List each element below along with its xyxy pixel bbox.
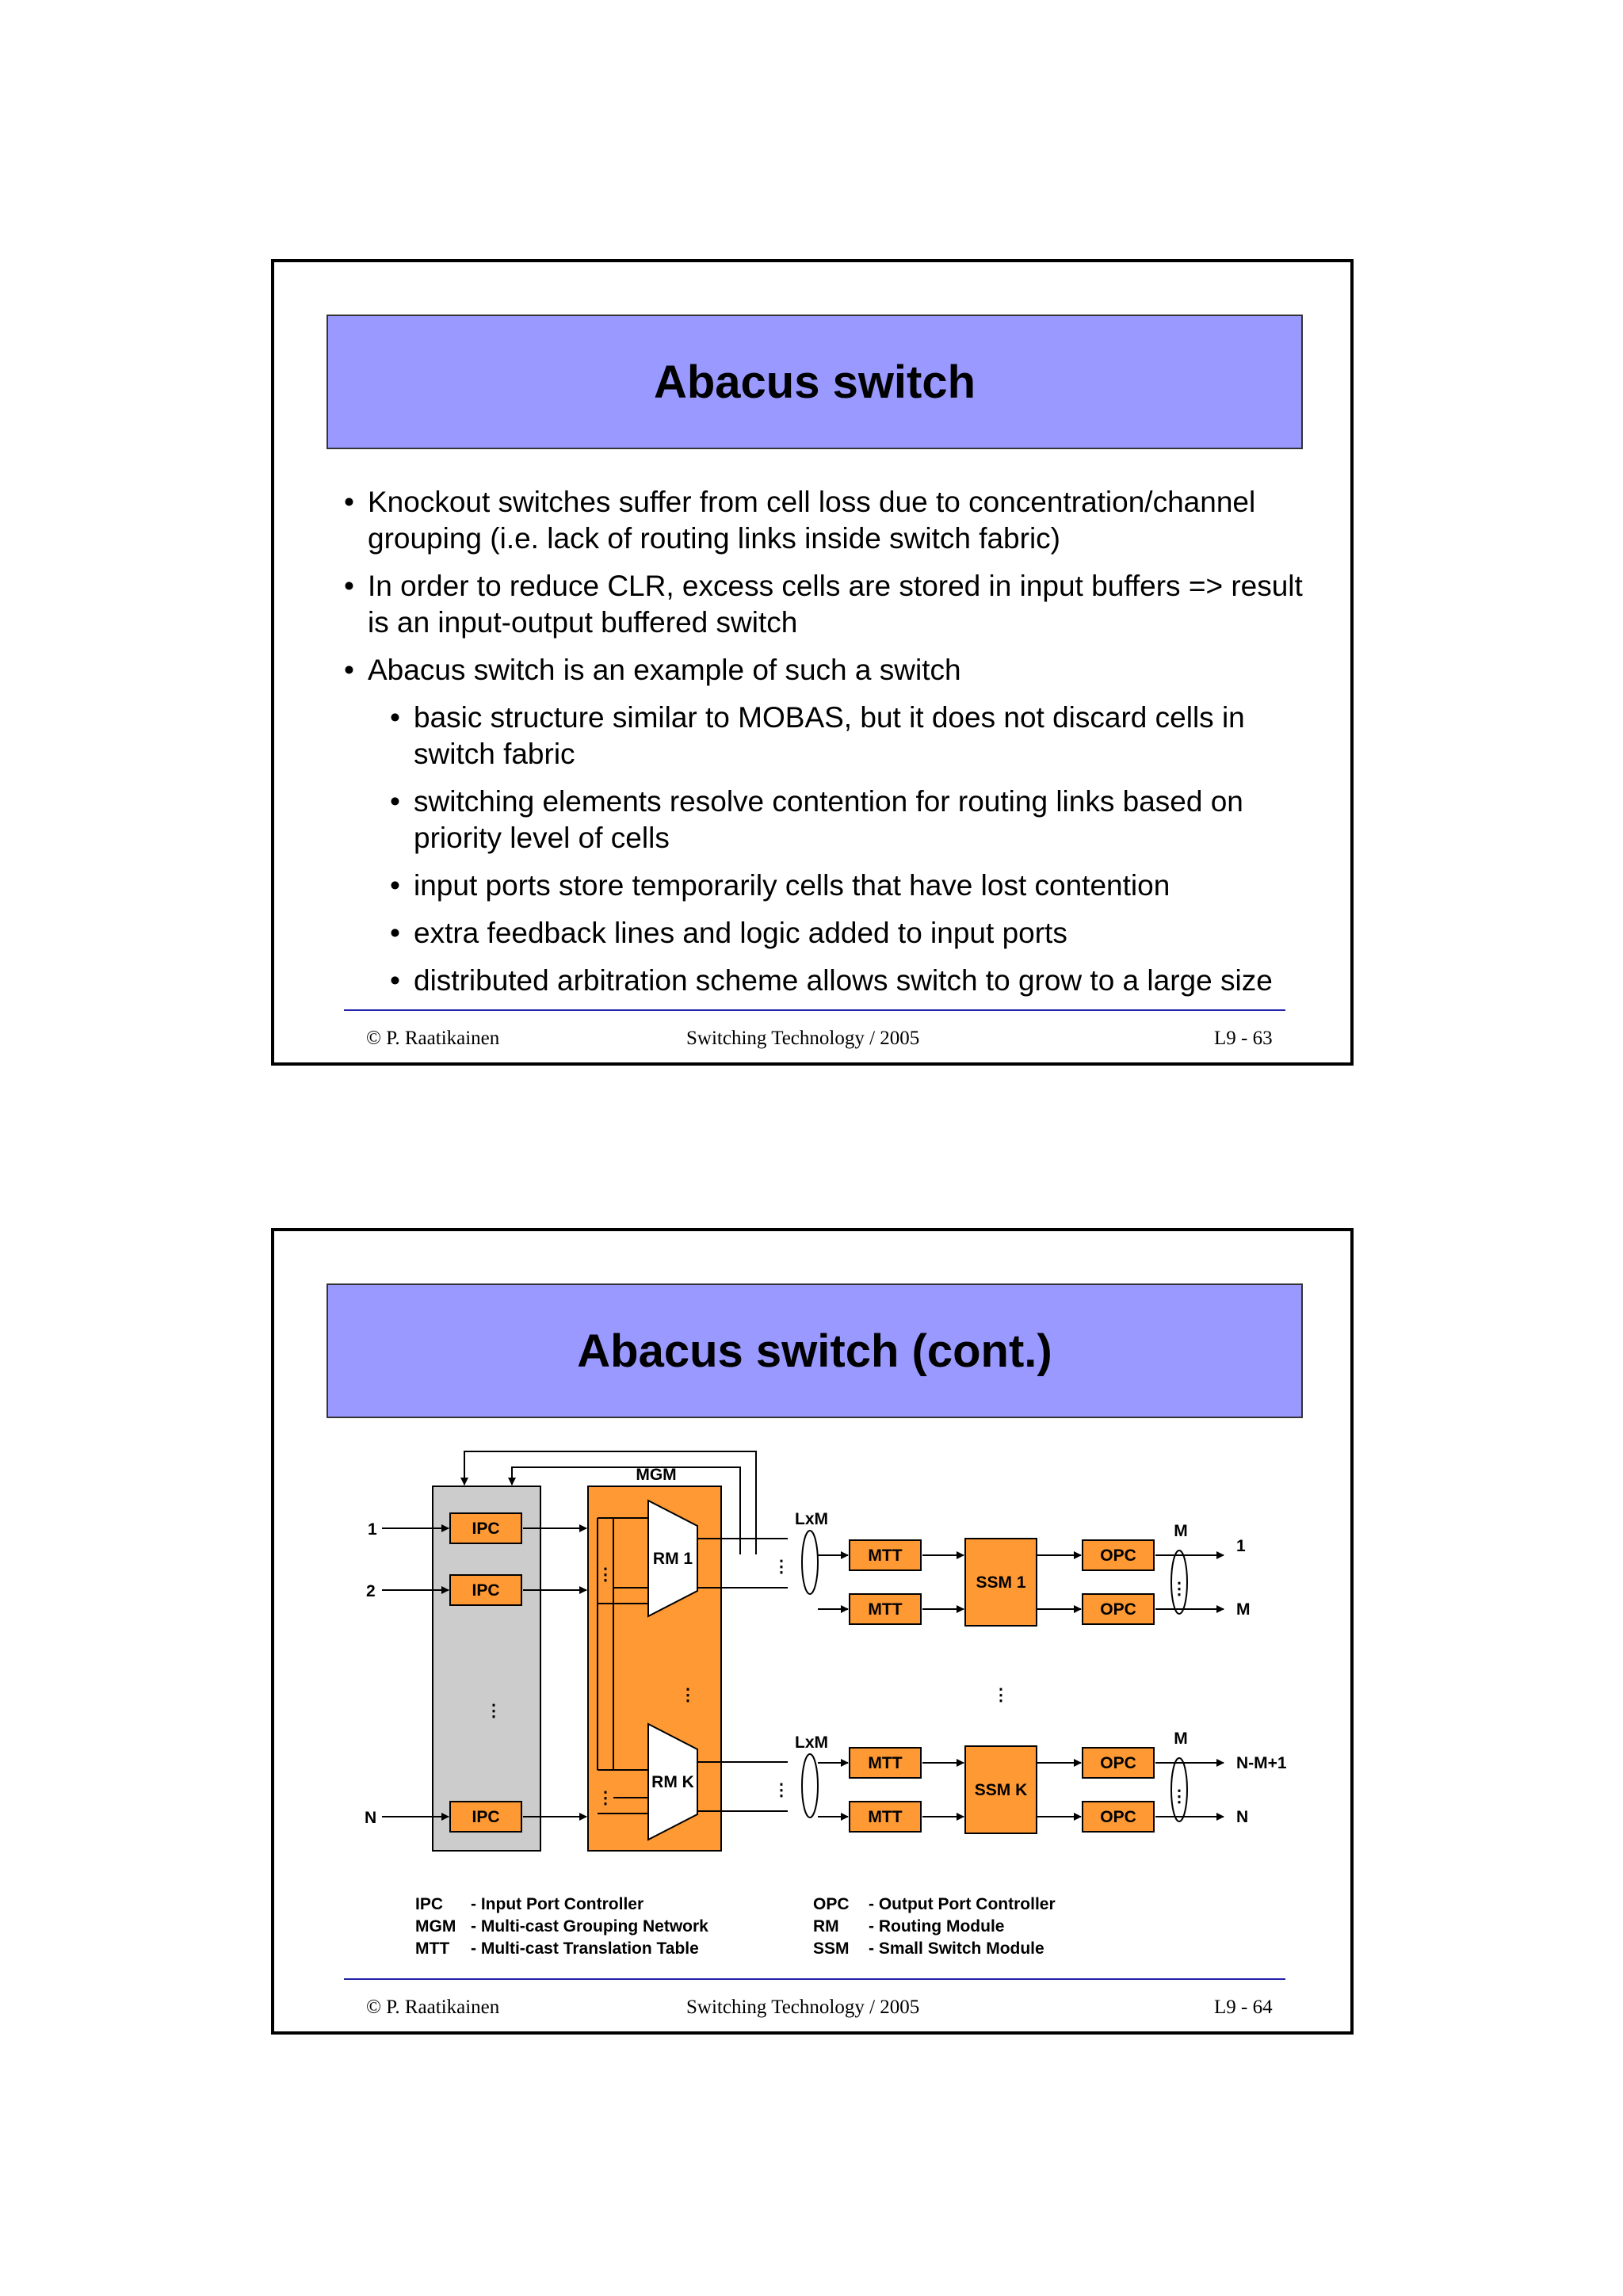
rm1-out-dots: ⋮ [773,1558,790,1576]
svg-text:MTT: MTT [868,1808,903,1826]
legend-item: RM - Routing Module [813,1917,1005,1936]
svg-text:IPC: IPC [472,1581,500,1600]
lxm-bundle-k [802,1754,818,1817]
lxm-bundle-1 [802,1531,818,1594]
opc-boxes [1083,1540,1154,1832]
sub-bullet-item: • input ports store temporarily cells that have lost contention [390,869,1170,902]
input-label-1: 1 [368,1520,377,1539]
ssm1-label: SSM 1 [976,1573,1026,1592]
legend-right [813,1894,1056,1960]
slide-title-bar [327,315,1303,449]
svg-text:MTT: MTT [868,1547,903,1565]
output-label-nm1: N-M+1 [1236,1754,1287,1772]
sub-bullet-item: • switching elements resolve contention for routing links based on priority level of cells [390,785,1243,854]
mtt-boxes [850,1540,921,1832]
svg-text:MTT: MTT [868,1754,903,1772]
footer-author: © P. Raatikainen [366,1997,500,2018]
ssm-to-opc-arrows [1037,1555,1081,1817]
svg-text:OPC: OPC [1100,1547,1136,1565]
rmk-out-dots: ⋮ [773,1781,790,1799]
slide-63 [271,259,1354,1066]
output-label-n: N [1236,1808,1249,1826]
lxm-to-mtt-arrows [818,1555,848,1817]
slide-64 [271,1228,1354,2035]
footer-course: Switching Technology / 2005 [686,1997,920,2018]
bullet-item: • In order to reduce CLR, excess cells are stored in input buffers => result is an input-output buffered switch [344,570,1303,639]
legend-item: OPC - Output Port Controller [813,1895,1056,1913]
rm1-label: RM 1 [652,1550,693,1568]
input-label-n: N [365,1809,377,1827]
mgm-label: MGM [636,1466,677,1484]
legend-item: MTT - Multi-cast Translation Table [415,1939,699,1958]
output-arrows [1155,1555,1224,1817]
legend-left [415,1894,708,1960]
sub-bullet-item: • basic structure similar to MOBAS, but it does not discard cells in switch fabric [390,701,1245,770]
ipc-vertical-dots: ⋮ [485,1702,502,1720]
footer-course: Switching Technology / 2005 [686,1028,920,1049]
rm-vertical-dots: ⋮ [679,1686,697,1704]
svg-text:OPC: OPC [1100,1754,1136,1772]
mtt-to-ssm-arrows [922,1555,964,1817]
output-label-m: M [1236,1600,1251,1619]
input-label-2: 2 [366,1582,376,1600]
svg-text:IPC: IPC [472,1520,500,1538]
m-bundle-dots-1: ⋮ [1170,1580,1188,1598]
slide-title: Abacus switch (cont.) [577,1325,1052,1377]
footer-divider [344,1978,1285,1980]
svg-text:OPC: OPC [1100,1600,1136,1619]
sub-bullet-item: • extra feedback lines and logic added to input ports [390,917,1067,949]
mgm-dots-1: ⋮ [597,1566,614,1584]
lxm-label-k: LxM [795,1733,828,1752]
footer-page: L9 - 64 [1214,1997,1273,2018]
bullet-item: • Knockout switches suffer from cell loss due to concentration/channel grouping (i.e. lack of routing links inside switch fabric) [344,486,1256,555]
svg-text:OPC: OPC [1100,1808,1136,1826]
slide-title: Abacus switch [653,356,976,408]
bullet-item: • Abacus switch is an example of such a switch [344,654,961,686]
m-bundle-dots-k: ⋮ [1170,1787,1188,1806]
output-label-1: 1 [1236,1537,1246,1555]
legend-item: MGM - Multi-cast Grouping Network [415,1917,708,1936]
footer-divider [344,1009,1285,1011]
bullet-list [344,484,1311,1010]
mgm-dots-2: ⋮ [597,1789,614,1807]
legend-item: SSM - Small Switch Module [813,1939,1044,1958]
lxm-label-1: LxM [795,1510,828,1528]
m-label-k: M [1174,1730,1188,1748]
sub-bullet-item: • distributed arbitration scheme allows switch to grow to a large size [390,964,1273,997]
footer-page: L9 - 63 [1214,1028,1273,1049]
rmk-label: RM K [651,1773,694,1791]
svg-text:IPC: IPC [472,1808,500,1826]
ssmk-label: SSM K [974,1781,1028,1799]
ssm-vertical-dots: ⋮ [992,1686,1010,1704]
m-label-1: M [1174,1522,1188,1540]
legend-item: IPC - Input Port Controller [415,1895,644,1913]
footer-author: © P. Raatikainen [366,1028,500,1049]
svg-text:MTT: MTT [868,1600,903,1619]
